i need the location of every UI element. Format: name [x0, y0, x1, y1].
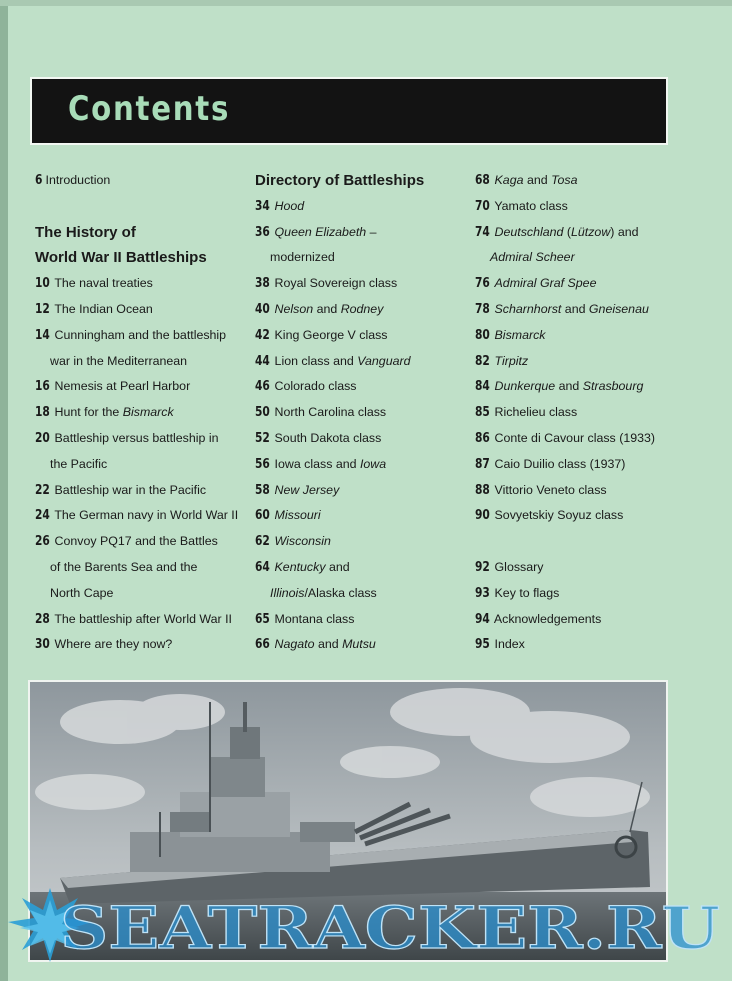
- entry-title-italic: Vanguard: [357, 353, 411, 368]
- toc-entry: [475, 503, 695, 529]
- entry-title: and: [555, 379, 583, 394]
- toc-entry: [475, 452, 695, 478]
- entry-title: Where are they now?: [54, 637, 173, 652]
- entry-title: modernized: [270, 250, 335, 265]
- toc-entry: [255, 349, 465, 375]
- entry-title-italic: Missouri: [274, 508, 321, 523]
- toc-entry: [255, 220, 465, 246]
- entry-title-italic: Mutsu: [342, 637, 376, 652]
- toc-entry: [255, 478, 465, 504]
- toc-entry: [255, 555, 465, 581]
- toc-entry: [35, 168, 245, 194]
- toc-entry: [255, 271, 465, 297]
- page-number: 22: [35, 482, 50, 498]
- entry-title: Hunt for the: [54, 405, 123, 420]
- page-number: 90: [475, 508, 490, 524]
- entry-title: North Cape: [50, 585, 114, 600]
- toc-entry-continuation: [475, 245, 695, 271]
- page-number: 30: [35, 637, 50, 653]
- entry-title: Conte di Cavour class (1933): [494, 430, 656, 445]
- entry-title-italic: Kentucky: [274, 559, 326, 574]
- entry-title-italic: Hood: [274, 198, 305, 213]
- toc-entry: [35, 323, 245, 349]
- toc-entry: [255, 374, 465, 400]
- page-number: 70: [475, 198, 490, 214]
- page-number: 24: [35, 508, 50, 524]
- entry-title: and: [523, 173, 552, 187]
- entry-title: Montana class: [274, 611, 355, 626]
- entry-title: war in the Mediterranean: [50, 353, 188, 368]
- toc-entry: [475, 581, 695, 607]
- entry-title: The battleship after World War II: [54, 611, 232, 626]
- page-number: 82: [475, 353, 490, 369]
- entry-title: The German navy in World War II: [54, 508, 239, 523]
- toc-column-3: [475, 168, 695, 658]
- toc-entry: [475, 374, 695, 400]
- toc-entry: [35, 297, 245, 323]
- page-number: 94: [475, 611, 490, 627]
- entry-title-italic: Nelson: [274, 301, 314, 316]
- page-number: 68: [475, 173, 490, 188]
- toc-entry: [475, 297, 695, 323]
- page-number: 88: [475, 482, 490, 498]
- toc-entry: [35, 529, 245, 555]
- toc-entry: [35, 632, 245, 658]
- entry-title-italic: Bismarck: [494, 327, 546, 342]
- page-number: 6: [35, 173, 43, 188]
- page-number: 95: [475, 637, 490, 653]
- entry-title-italic: Illinois: [270, 585, 305, 600]
- page-number: 92: [475, 559, 490, 575]
- entry-title-italic: Deutschland: [494, 224, 564, 239]
- watermark: [0, 888, 732, 968]
- page-number: 40: [255, 301, 270, 317]
- entry-title-italic: Admiral Graf Spee: [494, 276, 597, 291]
- page-number: 86: [475, 430, 490, 446]
- entry-title: The History of: [35, 223, 136, 241]
- entry-title: South Dakota class: [274, 430, 382, 445]
- entry-title-italic: Wisconsin: [274, 534, 331, 549]
- entry-title: Iowa class and: [274, 456, 360, 471]
- entry-title: and: [314, 637, 343, 652]
- entry-title: World War II Battleships: [35, 249, 207, 267]
- entry-title-italic: Nagato: [274, 637, 315, 652]
- toc-spacer: [475, 529, 695, 555]
- entry-title: Sovyetskiy Soyuz class: [494, 508, 624, 523]
- page-edge: [0, 0, 8, 981]
- page-number: 50: [255, 405, 270, 421]
- toc-entry: [475, 220, 695, 246]
- toc-entry: [475, 607, 695, 633]
- page-number: 16: [35, 379, 50, 395]
- entry-title: Convoy PQ17 and the Battles: [54, 534, 218, 549]
- toc-entry: [35, 426, 245, 452]
- entry-title: Cunningham and the battleship: [54, 327, 227, 342]
- page-number: 60: [255, 508, 270, 524]
- page-number: 80: [475, 327, 490, 343]
- toc-entry: [255, 529, 465, 555]
- toc-entry: [255, 632, 465, 658]
- toc-entry: [255, 400, 465, 426]
- entry-title-italic: New Jersey: [274, 482, 340, 497]
- entry-title: Lion class and: [274, 353, 358, 368]
- entry-title: The Indian Ocean: [54, 301, 153, 316]
- contents-header: [30, 77, 668, 145]
- page-title: Contents: [68, 89, 231, 129]
- page-number: 58: [255, 482, 270, 498]
- page-number: 18: [35, 405, 50, 421]
- entry-title-italic: Scharnhorst: [494, 301, 562, 316]
- page-number: 26: [35, 534, 50, 550]
- entry-title: Nemesis at Pearl Harbor: [54, 379, 191, 394]
- page-number: 85: [475, 405, 490, 421]
- toc-entry: [475, 426, 695, 452]
- page-number: 93: [475, 585, 490, 601]
- page-number: 28: [35, 611, 50, 627]
- entry-title: of the Barents Sea and the: [50, 559, 198, 574]
- page-number: 14: [35, 327, 50, 343]
- entry-title-italic: Tirpitz: [494, 353, 529, 368]
- entry-title: (: [563, 224, 572, 239]
- toc-entry: [35, 374, 245, 400]
- page-number: 12: [35, 301, 50, 317]
- entry-title: North Carolina class: [274, 405, 387, 420]
- page-number: 84: [475, 379, 490, 395]
- toc-column-1: [35, 168, 245, 658]
- toc-entry: [255, 607, 465, 633]
- entry-title: and: [313, 301, 341, 316]
- entry-title: and: [561, 301, 589, 316]
- toc-entry: [35, 271, 245, 297]
- entry-title-italic: Kaga: [494, 173, 524, 187]
- section-heading: [35, 220, 245, 246]
- page-number: 64: [255, 559, 270, 575]
- entry-title: the Pacific: [50, 456, 108, 471]
- page-number: 66: [255, 637, 270, 653]
- entry-title-italic: Iowa: [359, 456, 387, 471]
- toc-entry: [255, 297, 465, 323]
- entry-title: King George V class: [274, 327, 388, 342]
- toc-entry-continuation: [255, 245, 465, 271]
- page-number: 38: [255, 276, 270, 292]
- page-number: 65: [255, 611, 270, 627]
- toc-entry: [475, 632, 695, 658]
- entry-title: Acknowledgements: [493, 611, 602, 626]
- entry-title: and: [325, 559, 350, 574]
- entry-title: Introduction: [45, 173, 111, 187]
- page-number: 76: [475, 276, 490, 292]
- entry-title-italic: Strasbourg: [582, 379, 644, 394]
- toc-entry: [255, 426, 465, 452]
- entry-title: /Alaska class: [304, 585, 377, 600]
- entry-title: Battleship war in the Pacific: [54, 482, 207, 497]
- watermark-svg: [0, 888, 732, 968]
- page-edge-top: [0, 0, 732, 6]
- page-number: 42: [255, 327, 270, 343]
- page-number: 78: [475, 301, 490, 317]
- entry-title: Battleship versus battleship in: [54, 430, 219, 445]
- toc-entry: [475, 271, 695, 297]
- page-number: 44: [255, 353, 270, 369]
- toc-entry-continuation: [35, 452, 245, 478]
- page-number: 74: [475, 224, 490, 240]
- toc-entry: [35, 478, 245, 504]
- entry-title: Royal Sovereign class: [274, 276, 398, 291]
- toc-spacer: [35, 194, 245, 220]
- entry-title-italic: Dunkerque: [494, 379, 556, 394]
- page-number: 46: [255, 379, 270, 395]
- entry-title-italic: Lützow: [571, 224, 611, 239]
- toc-entry: [255, 194, 465, 220]
- entry-title: Glossary: [494, 559, 544, 574]
- toc-entry: [255, 452, 465, 478]
- toc-entry: [475, 478, 695, 504]
- entry-title-italic: Gneisenau: [588, 301, 649, 316]
- entry-title: Index: [494, 637, 525, 652]
- toc-entry: [475, 168, 695, 194]
- entry-title-italic: Tosa: [551, 173, 578, 187]
- page-number: 34: [255, 198, 270, 214]
- entry-title: Richelieu class: [494, 405, 578, 420]
- entry-title: Yamato class: [494, 198, 568, 213]
- page-number: 56: [255, 456, 270, 472]
- entry-title: Vittorio Veneto class: [494, 482, 607, 497]
- section-heading: [255, 168, 465, 194]
- toc-entry-continuation: [35, 349, 245, 375]
- page-number: 52: [255, 430, 270, 446]
- toc-entry: [255, 503, 465, 529]
- entry-title-italic: Bismarck: [122, 405, 174, 420]
- entry-title-italic: Queen Elizabeth: [274, 224, 367, 239]
- entry-title: Key to flags: [494, 585, 560, 600]
- toc-entry: [255, 323, 465, 349]
- toc-entry: [475, 400, 695, 426]
- toc-entry: [475, 323, 695, 349]
- toc-entry-continuation: [35, 581, 245, 607]
- watermark-text: SEATRACKER.RU: [60, 894, 721, 962]
- entry-title-italic: Rodney: [340, 301, 384, 316]
- section-heading: [35, 245, 245, 271]
- toc-entry-continuation: [35, 555, 245, 581]
- page-number: 62: [255, 534, 270, 550]
- toc-column-2: [255, 168, 465, 658]
- entry-title-italic: Admiral Scheer: [490, 250, 575, 265]
- toc-entry-continuation: [255, 581, 465, 607]
- toc-entry: [475, 349, 695, 375]
- entry-title: –: [366, 224, 377, 239]
- entry-title: Directory of Battleships: [255, 172, 425, 189]
- toc-entry: [35, 400, 245, 426]
- page-number: 20: [35, 430, 50, 446]
- entry-title: Caio Duilio class (1937): [494, 456, 626, 471]
- entry-title: The naval treaties: [54, 276, 153, 291]
- toc-entry: [35, 503, 245, 529]
- page-number: 10: [35, 276, 50, 292]
- entry-title: Colorado class: [274, 379, 357, 394]
- toc-entry: [475, 555, 695, 581]
- entry-title: ) and: [610, 224, 639, 239]
- toc-entry: [475, 194, 695, 220]
- page-number: 36: [255, 224, 270, 240]
- page-number: 87: [475, 456, 490, 472]
- toc-entry: [35, 607, 245, 633]
